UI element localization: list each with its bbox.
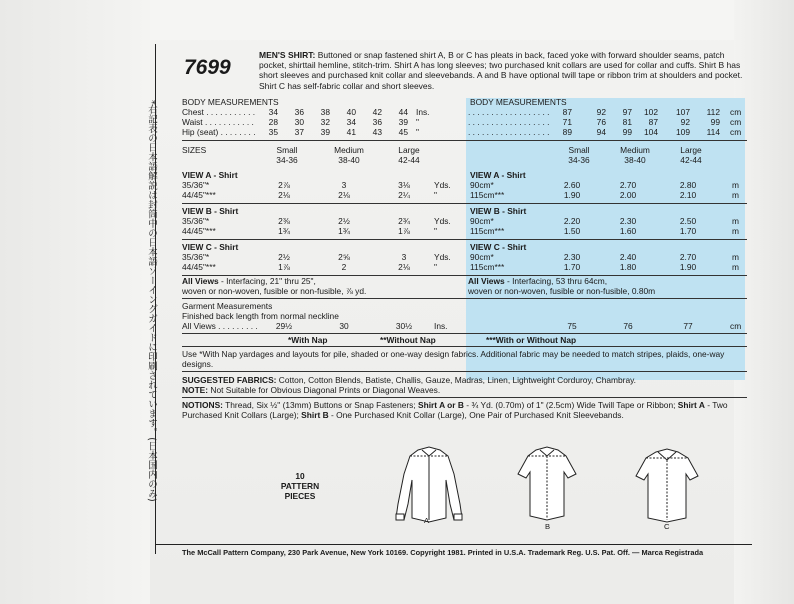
view-width: 44/45"*** bbox=[182, 226, 216, 236]
view-unit: Yds. bbox=[434, 252, 451, 262]
view-width: 35/36"* bbox=[182, 216, 210, 226]
view-yardage: 2⅛ bbox=[398, 262, 410, 272]
measure-unit: " bbox=[416, 117, 419, 127]
all-views-label: All Views bbox=[182, 276, 219, 286]
shirt-b-illustration bbox=[512, 444, 582, 530]
metric-value: 76 bbox=[596, 117, 606, 127]
suggested-fabrics bbox=[182, 375, 747, 385]
view-meters: 2.70 bbox=[679, 252, 697, 262]
garment-metric-value: 77 bbox=[683, 321, 693, 331]
metric-value: 89 bbox=[562, 127, 572, 137]
view-width: 35/36"* bbox=[182, 180, 210, 190]
metric-value: 87 bbox=[648, 117, 658, 127]
metric-value: 114 bbox=[706, 127, 720, 137]
view-yardage: 2⅛ bbox=[278, 190, 290, 200]
all-views-metric-label: All Views bbox=[468, 276, 505, 286]
garment-subtitle: Finished back length from normal neckline bbox=[182, 311, 339, 321]
measure-value: 39 bbox=[320, 127, 330, 137]
body-measurements-metric-title: BODY MEASUREMENTS bbox=[470, 97, 567, 107]
view-width-metric: 90cm* bbox=[470, 252, 494, 262]
size-name: Medium bbox=[334, 145, 364, 155]
view-yardage: 1¾ bbox=[278, 226, 290, 236]
view-meters: 2.40 bbox=[619, 252, 637, 262]
view-width: 44/45"*** bbox=[182, 190, 216, 200]
description-text: Buttoned or snap fastened shirt A, B or C has pleats in back, faced yoke with forward shoulder seams, patch pocket, shirttail hemline, stitch-trim. Shirt A has long sleeves; two purchased knit collars are used for collar and cuffs. Shirt B has short sleeves and purchased knit collar and sleevebands. A and B have optional twill tape or ribbon trim at shoulders and pocket. Shirt C has self-fabric collar and short sleeves. bbox=[259, 50, 743, 91]
footer: The McCall Pattern Company, 230 Park Avenue, New York 10169. Copyright 1981. Printed in U.S.A. Trademark Reg. U.S. Pat. Off. — Marca Registrada bbox=[182, 548, 704, 557]
envelope-left-flap bbox=[0, 0, 150, 604]
view-yardage: 2⅝ bbox=[338, 252, 350, 262]
note-text: Not Suitable for Obvious Diagonal Prints or Diagonal Weaves. bbox=[208, 385, 441, 395]
notions-text: Thread, Six ½" (13mm) Buttons or Snap Fasteners; bbox=[222, 400, 419, 410]
measure-value: 34 bbox=[268, 107, 278, 117]
view-width-metric: 90cm* bbox=[470, 216, 494, 226]
garment-value: 30½ bbox=[395, 321, 413, 331]
fabric-note bbox=[182, 385, 747, 395]
measure-value: 38 bbox=[320, 107, 330, 117]
measure-unit: " bbox=[416, 127, 419, 137]
view-meters: 2.50 bbox=[679, 216, 697, 226]
view-yardage: 1⅞ bbox=[398, 226, 410, 236]
view-meters: 2.10 bbox=[679, 190, 697, 200]
view-yardage: 3⅛ bbox=[398, 180, 410, 190]
view-yardage: 2¾ bbox=[398, 216, 410, 226]
notions-text: - ¾ Yd. (0.70m) of 1" (2.5cm) Wide Twill Tape or Ribbon; bbox=[463, 400, 678, 410]
measure-value: 45 bbox=[398, 127, 408, 137]
view-unit: " bbox=[434, 262, 437, 272]
view-yardage: 2½ bbox=[278, 252, 290, 262]
all-views-metric-text: - Interfacing, 53 thru 64cm, bbox=[504, 276, 608, 286]
measure-value: 43 bbox=[372, 127, 382, 137]
divider bbox=[182, 333, 747, 334]
metric-dots: . . . . . . . . . . . . . . . . . . bbox=[468, 117, 550, 127]
metric-value: 107 bbox=[676, 107, 690, 117]
nap-note: Use *With Nap yardages and layouts for pile, shaded or one-way design fabrics. Additional fabric may be needed to match stripes, plaids, one-way designs. bbox=[182, 349, 725, 369]
divider bbox=[182, 203, 747, 204]
view-meters: 1.90 bbox=[563, 190, 581, 200]
metric-value: 92 bbox=[596, 107, 606, 117]
view-width-metric: 115cm*** bbox=[470, 190, 505, 200]
all-views-metric bbox=[468, 276, 607, 286]
divider bbox=[182, 346, 747, 347]
view-unit: Yds. bbox=[434, 216, 451, 226]
title: MEN'S SHIRT: bbox=[259, 50, 316, 60]
metric-dots: . . . . . . . . . . . . . . . . . . bbox=[468, 127, 550, 137]
nap-either: ***With or Without Nap bbox=[486, 335, 577, 345]
description bbox=[259, 50, 751, 91]
size-name-metric: Large bbox=[680, 145, 702, 155]
measure-value: 39 bbox=[398, 117, 408, 127]
view-yardage: 3 bbox=[341, 180, 347, 190]
view-unit: " bbox=[434, 226, 437, 236]
measure-row-label: Hip (seat) . . . . . . . . bbox=[182, 127, 256, 137]
view-yardage: 2⅞ bbox=[278, 180, 290, 190]
view-title-metric: VIEW C - Shirt bbox=[470, 242, 527, 252]
pieces-count: 10 bbox=[295, 471, 305, 481]
size-range: 42-44 bbox=[398, 155, 420, 165]
view-unit: Yds. bbox=[434, 180, 451, 190]
view-meters: 1.70 bbox=[563, 262, 581, 272]
pieces-label-2: PIECES bbox=[284, 491, 316, 501]
metric-dots: . . . . . . . . . . . . . . . . . . bbox=[468, 107, 550, 117]
divider bbox=[182, 371, 747, 372]
all-views-imperial bbox=[182, 276, 316, 286]
notions-shirt-a: Shirt A bbox=[677, 400, 705, 410]
metric-value: 97 bbox=[622, 107, 632, 117]
fabrics-text: Cotton, Cotton Blends, Batiste, Challis, Gauze, Madras, Linen, Lightweight Corduroy, Chambray. bbox=[276, 375, 636, 385]
size-range-metric: 34-36 bbox=[568, 155, 590, 165]
divider bbox=[182, 397, 747, 398]
metric-value: 94 bbox=[596, 127, 606, 137]
view-meters: 1.50 bbox=[563, 226, 581, 236]
divider bbox=[182, 140, 747, 141]
size-name-metric: Medium bbox=[620, 145, 650, 155]
footer-rule bbox=[156, 544, 752, 545]
view-width-metric: 90cm* bbox=[470, 180, 494, 190]
view-title: VIEW A - Shirt bbox=[182, 170, 238, 180]
view-yardage: 2⅛ bbox=[338, 190, 350, 200]
view-yardage: 2¼ bbox=[398, 190, 410, 200]
view-meters: 2.30 bbox=[563, 252, 581, 262]
measure-value: 40 bbox=[346, 107, 356, 117]
notions-label: NOTIONS: bbox=[182, 400, 223, 410]
pattern-back-sheet bbox=[155, 44, 752, 557]
garment-metric-unit: cm bbox=[730, 321, 742, 331]
size-range-metric: 38-40 bbox=[624, 155, 646, 165]
fabrics-label: SUGGESTED FABRICS: bbox=[182, 375, 277, 385]
metric-value: 99 bbox=[710, 117, 720, 127]
metric-unit: cm bbox=[730, 117, 742, 127]
size-range: 38-40 bbox=[338, 155, 360, 165]
measure-unit: Ins. bbox=[416, 107, 430, 117]
view-yardage: 2 bbox=[341, 262, 347, 272]
view-yardage: 2½ bbox=[338, 216, 350, 226]
nap-without: **Without Nap bbox=[380, 335, 436, 345]
view-meters: 1.70 bbox=[679, 226, 697, 236]
size-range: 34-36 bbox=[276, 155, 298, 165]
all-views-text: - Interfacing, 21" thru 25", bbox=[218, 276, 316, 286]
metric-value: 87 bbox=[562, 107, 572, 117]
view-unit-metric: m bbox=[732, 252, 739, 262]
measure-value: 35 bbox=[268, 127, 278, 137]
metric-value: 81 bbox=[622, 117, 632, 127]
size-name: Small bbox=[276, 145, 298, 155]
pattern-number: 7699 bbox=[184, 56, 231, 79]
figure-label-c: C bbox=[664, 522, 670, 531]
view-meters: 2.20 bbox=[563, 216, 581, 226]
measure-value: 42 bbox=[372, 107, 382, 117]
view-yardage: 2⅜ bbox=[278, 216, 290, 226]
view-title-metric: VIEW B - Shirt bbox=[470, 206, 527, 216]
note-label: NOTE: bbox=[182, 385, 209, 395]
view-unit: " bbox=[434, 190, 437, 200]
measure-value: 41 bbox=[346, 127, 356, 137]
metric-value: 102 bbox=[644, 107, 658, 117]
measure-row-label: Waist . . . . . . . . . . . bbox=[182, 117, 254, 127]
metric-value: 112 bbox=[706, 107, 720, 117]
divider bbox=[182, 298, 747, 299]
metric-value: 104 bbox=[644, 127, 658, 137]
view-meters: 2.80 bbox=[679, 180, 697, 190]
measure-value: 36 bbox=[372, 117, 382, 127]
garment-label: All Views . . . . . . . . . bbox=[182, 321, 258, 331]
view-meters: 2.30 bbox=[619, 216, 637, 226]
garment-metric-value: 75 bbox=[567, 321, 577, 331]
divider bbox=[182, 239, 747, 240]
metric-value: 109 bbox=[676, 127, 690, 137]
metric-value: 71 bbox=[562, 117, 572, 127]
notions-text: - One Purchased Knit Collar (Large), One Pair of Purchased Knit Sleevebands. bbox=[328, 410, 624, 420]
view-yardage: 1⅞ bbox=[278, 262, 290, 272]
figure-label-b: B bbox=[545, 522, 551, 531]
notions bbox=[182, 400, 747, 420]
shirt-c-illustration bbox=[630, 446, 704, 532]
view-title: VIEW C - Shirt bbox=[182, 242, 239, 252]
metric-value: 99 bbox=[622, 127, 632, 137]
view-width-metric: 115cm*** bbox=[470, 226, 505, 236]
measure-row-label: Chest . . . . . . . . . . . bbox=[182, 107, 256, 117]
notions-shirt-b: Shirt B bbox=[301, 410, 329, 420]
view-yardage: 3 bbox=[401, 252, 407, 262]
view-meters: 2.00 bbox=[619, 190, 637, 200]
body-measurements-title: BODY MEASUREMENTS bbox=[182, 97, 279, 107]
measure-value: 44 bbox=[398, 107, 408, 117]
view-meters: 2.70 bbox=[619, 180, 637, 190]
nap-with: *With Nap bbox=[288, 335, 328, 345]
view-unit-metric: m bbox=[732, 190, 739, 200]
view-unit-metric: m bbox=[732, 180, 739, 190]
size-name-metric: Small bbox=[568, 145, 590, 155]
view-width: 35/36"* bbox=[182, 252, 210, 262]
all-views-metric-2: woven or non-woven, fusible or non-fusible, 0.80m bbox=[468, 286, 656, 296]
measure-value: 37 bbox=[294, 127, 304, 137]
garment-unit: Ins. bbox=[434, 321, 448, 331]
size-name: Large bbox=[398, 145, 420, 155]
garment-title: Garment Measurements bbox=[182, 301, 273, 311]
view-unit-metric: m bbox=[732, 262, 739, 272]
measure-value: 34 bbox=[346, 117, 356, 127]
view-meters: 2.60 bbox=[563, 180, 581, 190]
notions-shirt-ab: Shirt A or B bbox=[418, 400, 464, 410]
figure-label-a: A bbox=[424, 516, 430, 525]
view-meters: 1.90 bbox=[679, 262, 697, 272]
view-width-metric: 115cm*** bbox=[470, 262, 505, 272]
view-meters: 1.60 bbox=[619, 226, 637, 236]
view-meters: 1.80 bbox=[619, 262, 637, 272]
measure-value: 30 bbox=[294, 117, 304, 127]
view-title: VIEW B - Shirt bbox=[182, 206, 239, 216]
sizes-label: SIZES bbox=[182, 145, 207, 155]
size-range-metric: 42-44 bbox=[680, 155, 702, 165]
measure-value: 32 bbox=[320, 117, 330, 127]
view-unit-metric: m bbox=[732, 216, 739, 226]
pieces-label-1: PATTERN bbox=[280, 481, 320, 491]
measure-value: 28 bbox=[268, 117, 278, 127]
japanese-note: *右記表の日本語解説は封筒中の日本語ソーイングガイドに印刷されています。(日本国内のみ) bbox=[146, 100, 157, 502]
pattern-pieces bbox=[272, 471, 328, 501]
garment-value: 29½ bbox=[275, 321, 293, 331]
metric-unit: cm bbox=[730, 127, 742, 137]
all-views-imperial-2: woven or non-woven, fusible or non-fusible, ⅞ yd. bbox=[182, 286, 367, 296]
notions-text: - Two Purchased Knit Collars (Large); bbox=[182, 400, 728, 420]
metric-value: 92 bbox=[680, 117, 690, 127]
metric-unit: cm bbox=[730, 107, 742, 117]
view-unit-metric: m bbox=[732, 226, 739, 236]
garment-value: 30 bbox=[339, 321, 349, 331]
view-title-metric: VIEW A - Shirt bbox=[470, 170, 526, 180]
garment-metric-value: 76 bbox=[623, 321, 633, 331]
view-yardage: 1¾ bbox=[338, 226, 350, 236]
view-width: 44/45"*** bbox=[182, 262, 216, 272]
measure-value: 36 bbox=[294, 107, 304, 117]
